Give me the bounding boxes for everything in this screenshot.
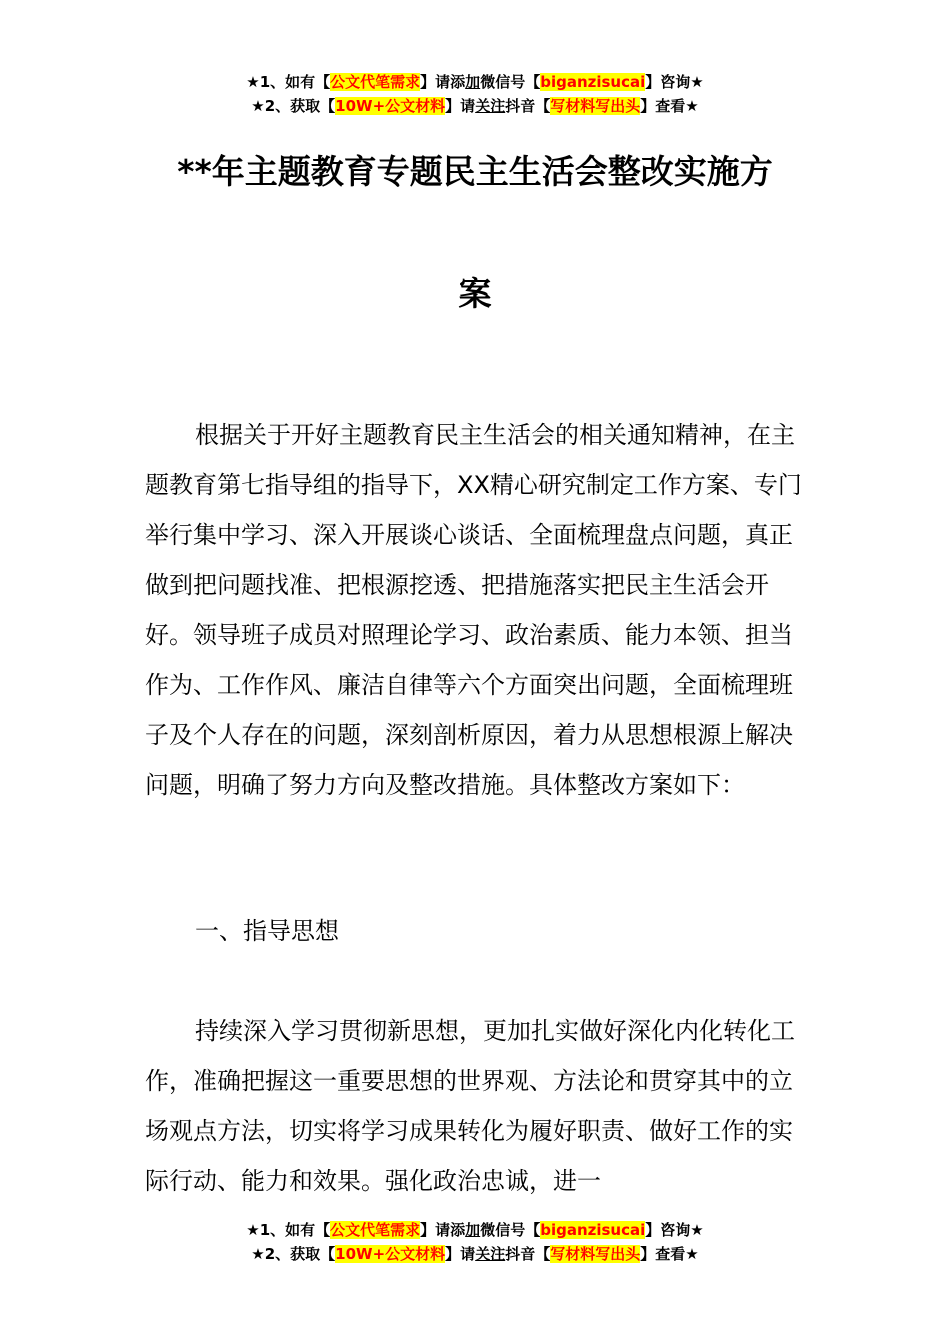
banner-text: 抖音【 (505, 97, 551, 115)
banner-underline: 关注 (475, 1245, 506, 1263)
banner-underline: 关注 (475, 97, 506, 115)
banner-underline: 加 (465, 1221, 481, 1239)
header-banner (0, 70, 950, 118)
banner-text: 】请 (445, 1245, 476, 1263)
banner-highlight: 写材料写出头 (550, 97, 641, 115)
paragraph-intro (145, 410, 807, 810)
star-icon: ★ (690, 1221, 704, 1239)
banner-text: 微信号【 (480, 73, 541, 91)
star-icon: ★ (251, 1245, 265, 1263)
banner-text: 】查看 (640, 1245, 686, 1263)
star-icon: ★ (246, 1221, 260, 1239)
banner-highlight: 公文代笔需求 (330, 1221, 421, 1239)
banner-text: 】咨询 (645, 73, 691, 91)
banner-line-2 (0, 1242, 950, 1266)
document-title-line-2: 案 (458, 274, 492, 313)
section-heading-text: 一、指导思想 (195, 917, 339, 945)
banner-highlight: 10W+公文材料 (335, 1245, 446, 1263)
banner-highlight: biganzisucai (540, 1221, 646, 1239)
document-title-line-1: **年主题教育专题民主生活会整改实施方 (177, 152, 773, 191)
banner-underline: 加 (465, 73, 481, 91)
star-icon: ★ (690, 73, 704, 91)
banner-text: 2、获取【 (264, 97, 336, 115)
banner-text: 】请添 (420, 1221, 466, 1239)
paragraph-guiding-ideology-text: 持续深入学习贯彻新思想，更加扎实做好深化内化转化工作，准确把握这一重要思想的世界观、方法论和贯穿其中的立场观点方法，切实将学习成果转化为履好职责、做好工作的实际行动、能力和效果。强化政治忠诚，进一 (145, 1017, 795, 1195)
star-icon: ★ (685, 97, 699, 115)
footer-banner (0, 1218, 950, 1266)
star-icon: ★ (685, 1245, 699, 1263)
banner-text: 】查看 (640, 97, 686, 115)
banner-highlight: 写材料写出头 (550, 1245, 641, 1263)
star-icon: ★ (251, 97, 265, 115)
banner-text: 微信号【 (480, 1221, 541, 1239)
banner-text: 】咨询 (645, 1221, 691, 1239)
banner-line-1 (0, 70, 950, 94)
banner-text: 1、如有【 (259, 73, 331, 91)
banner-text: 2、获取【 (264, 1245, 336, 1263)
banner-text: 1、如有【 (259, 1221, 331, 1239)
banner-highlight: 10W+公文材料 (335, 97, 446, 115)
banner-highlight: biganzisucai (540, 73, 646, 91)
section-heading-guiding-ideology (145, 906, 807, 956)
paragraph-guiding-ideology (145, 1006, 807, 1206)
banner-highlight: 公文代笔需求 (330, 73, 421, 91)
paragraph-intro-text: 根据关于开好主题教育民主生活会的相关通知精神，在主题教育第七指导组的指导下，XX精心研究制定工作方案、专门举行集中学习、深入开展谈心谈话、全面梳理盘点问题，真正做到把问题找准、把根源挖透、把措施落实把民主生活会开好。领导班子成员对照理论学习、政治素质、能力本领、担当作为、工作作风、廉洁自律等六个方面突出问题，全面梳理班子及个人存在的问题，深刻剖析原因，着力从思想根源上解决问题，明确了努力方向及整改措施。具体整改方案如下： (145, 421, 802, 799)
banner-text: 】请 (445, 97, 476, 115)
banner-text: 】请添 (420, 73, 466, 91)
banner-line-2 (0, 94, 950, 118)
banner-text: 抖音【 (505, 1245, 551, 1263)
banner-line-1 (0, 1218, 950, 1242)
star-icon: ★ (246, 73, 260, 91)
